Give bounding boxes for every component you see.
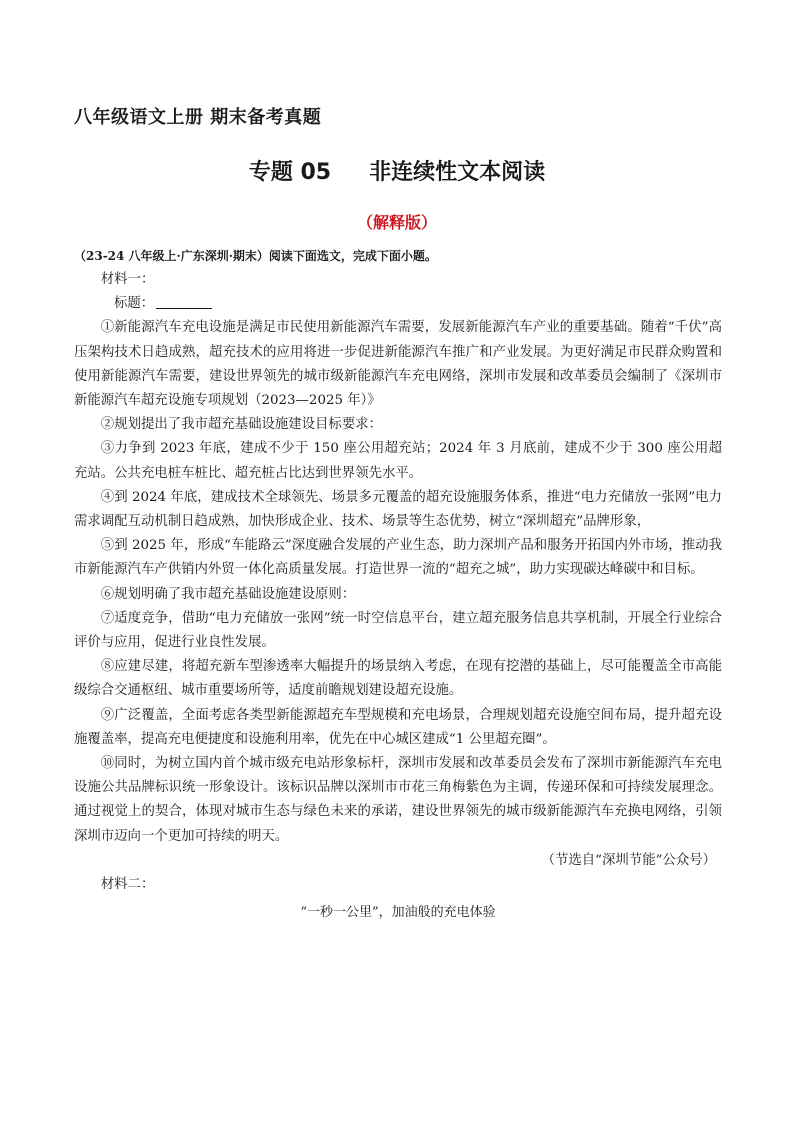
topic-number: 专题 05 — [248, 160, 332, 185]
paragraph: ⑧应建尽建，将超充新车型渗透率大幅提升的场景纳入考虑，在现有挖潜的基础上，尽可能覆盖全市高能级综合交通枢纽、城市重要场所等，适度前瞻规划建设超充设施。 — [74, 659, 722, 699]
paragraph: ④到 2024 年底，建成技术全球领先、场景多元覆盖的超充设施服务体系，推进“电力充储放一张网”电力需求调配互动机制日趋成熟，加快形成企业、技术、场景等生态优势，树立“深圳超充”品牌形象， — [74, 489, 722, 530]
title-label: 标题： — [114, 296, 155, 312]
material2-label: 材料二： — [100, 877, 155, 893]
topic-heading — [0, 155, 794, 186]
paragraph: ⑥规划明确了我市超充基础设施建设原则： — [100, 586, 356, 602]
question-intro: （23-24 八年级上·广东深圳·期末）阅读下面选文，完成下面小题。 — [74, 249, 437, 263]
reading-body — [74, 268, 722, 925]
paragraph: ③力争到 2023 年底，建成不少于 150 座公用超充站；2024 年 3 月底前，建成不少于 300 座公用超充站。公共充电桩车桩比、超充桩占比达到世界领先水平。 — [74, 441, 722, 481]
paragraph: ⑨广泛覆盖，全面考虑各类型新能源超充车型规模和充电场景，合理规划超充设施空间布局，提升超充设施覆盖率，提高充电便捷度和设施利用率，优先在中心城区建成“1 公里超充圈”。 — [74, 707, 722, 747]
material1-title-line — [74, 292, 722, 316]
material1-label: 材料一： — [100, 272, 155, 287]
material2-heading: “一秒一公里”，加油般的充电体验 — [300, 905, 496, 921]
material1-source: （节选自“深圳节能”公众号） — [541, 852, 716, 868]
edition-label: （解释版） — [356, 213, 437, 232]
paragraph: ①新能源汽车充电设施是满足市民使用新能源汽车需要，发展新能源汽车产业的重要基础。随着“千伏”高压架构技术日趋成熟，超充技术的应用将进一步促进新能源汽车推广和产业发展。为更好满足市民群众购置和使用新能源汽车需要，建设世界领先的城市级新能源汽车充电网络，深圳市发展和改革委员会编制了《深圳市新能源汽车超充设施专项规划（2023—2025 年）》 — [74, 320, 722, 409]
title-blank — [156, 294, 212, 309]
series-title: 八年级语文上册 期末备考真题 — [74, 107, 322, 128]
paragraph: ⑦适度竞争，借助“电力充储放一张网”统一时空信息平台，建立超充服务信息共享机制，开展全行业综合评价与应用，促进行业良性发展。 — [74, 610, 722, 651]
paragraph: ⑩同时，为树立国内首个城市级充电站形象标杆，深圳市发展和改革委员会发布了深圳市新能源汽车充电设施公共品牌标识统一形象设计。该标识品牌以深圳市市花三角梅紫色为主调，传递环保和可持续发展理念。通过视觉上的契合，体现对城市生态与绿色未来的承诺，建设世界领先的城市级新能源汽车充换电网络，引领深圳市迈向一个更加可持续的明天。 — [74, 756, 722, 844]
topic-title: 非连续性文本阅读 — [369, 160, 546, 185]
paragraph: ②规划提出了我市超充基础设施建设目标要求： — [100, 417, 382, 433]
paragraph: ⑤到 2025 年，形成“车能路云”深度融合发展的产业生态，助力深圳产品和服务开拓国内外市场，推动我市新能源汽车产供销内外贸一体化高质量发展。打造世界一流的“超充之城”，助力实现碳达峰碳中和目标。 — [74, 538, 722, 578]
